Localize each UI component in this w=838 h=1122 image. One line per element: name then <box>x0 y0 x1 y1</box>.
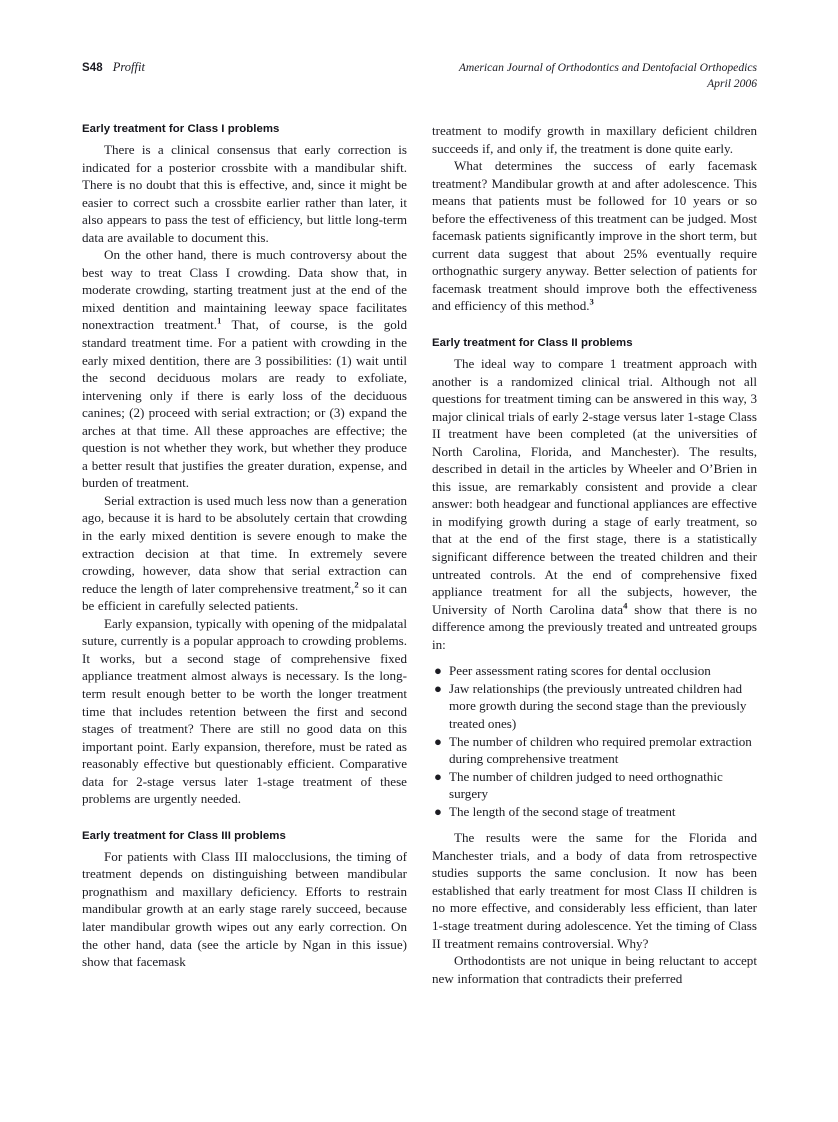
issue-date: April 2006 <box>707 76 757 90</box>
list-item-label: Jaw relationships (the previously untreated children had more growth during the second stage than the previously treated ones) <box>449 680 747 731</box>
bullet-icon: ● <box>434 733 442 749</box>
paragraph-facemask <box>432 157 757 315</box>
bullet-icon: ● <box>434 768 442 784</box>
paragraph-class-i-1: There is a clinical consensus that early correction is indicated for a posterior crossbite with a mandibular shift. There is no doubt that this is effective, and, since it might be easier to correct such a crossbite earlier rather than later, it also appears to pass the test of efficiency, but little long-term data are available to document this. <box>82 142 407 245</box>
list-item-label: The number of children judged to need orthognathic surgery <box>449 768 723 802</box>
list-item-label: The number of children who required premolar extraction during comprehensive treatment <box>449 733 752 767</box>
bullet-icon: ● <box>434 680 442 696</box>
left-column <box>82 122 407 1052</box>
journal-title: American Journal of Orthodontics and Dentofacial Orthopedics <box>458 61 757 74</box>
paragraph-text-cont: That, of course, is the gold standard treatment time. For a patient with crowding in the early mixed dentition, there are 3 possibilities: (1) wait until the second deciduous molars are ready to exfoliate, intervening only if there is early loss of the deciduous canines; (2) proceed with serial extraction; or (3) expand the arches at that time. All these approaches are effective; the question is not whether they work, but whether they produce a better result that justifies the greater duration, expense, and burden of treatment. <box>82 317 407 491</box>
paragraph-orthodontists: Orthodontists are not unique in being reluctant to accept new information that contradicts their preferred <box>432 953 757 986</box>
two-column-body <box>82 122 757 1052</box>
reference-marker-1: 1 <box>217 316 222 327</box>
list-item-label: The length of the second stage of treatment <box>449 803 676 819</box>
running-head-left <box>82 60 145 75</box>
running-head-author: Proffit <box>112 60 145 74</box>
heading-class-ii: Early treatment for Class II problems <box>432 337 633 350</box>
list-item <box>432 733 757 768</box>
findings-bullet-list <box>432 662 757 820</box>
reference-marker-4: 4 <box>623 600 628 611</box>
paragraph-class-iii-1: For patients with Class III malocclusions, the timing of treatment depends on distinguishing between mandibular prognathism and maxillary deficiency. Efforts to restrain mandibular growth at an early stage rarely succeed, because later mandibular growth wipes out any early correction. On the other hand, data (see the article by Ngan in this issue) show that facemask <box>82 848 407 970</box>
heading-class-iii: Early treatment for Class III problems <box>82 829 286 842</box>
paragraph-text: Serial extraction is used much less now than a generation ago, because it is hard to be absolutely certain that crowding in the early mixed dentition is severe enough to make the extraction decision at that time. In extremely severe crowding, however, data show that serial extraction can reduce the length of later comprehensive treatment, <box>82 492 407 596</box>
list-item <box>432 680 757 733</box>
paragraph-text: On the other hand, there is much controversy about the best way to treat Class I crowding. Data show that, in moderate crowding, starting treatment just at the end of the mixed dentition and maintaining leeway space facilitates nonextraction treatment. <box>82 247 407 333</box>
heading-class-i: Early treatment for Class I problems <box>82 123 280 135</box>
reference-marker-3: 3 <box>589 297 594 308</box>
page-folio: S48 <box>82 62 103 74</box>
list-item <box>432 803 757 821</box>
running-head <box>82 60 757 100</box>
paragraph-text-cont: so it can be efficient in carefully selected patients. <box>82 580 407 614</box>
list-item <box>432 768 757 803</box>
right-column <box>432 122 757 1052</box>
paragraph-class-ii-1 <box>432 355 757 653</box>
paragraph-results-summary: The results were the same for the Florida and Manchester trials, and a body of data from retrospective studies supports the same conclusion. It now has been established that early treatment for most Class II children is no more effective, and considerably less efficient, than later 1-stage treatment during adolescence. Yet the timing of Class II treatment remains controversial. Why? <box>432 830 757 951</box>
running-head-right <box>459 60 757 91</box>
bullet-icon: ● <box>434 663 442 679</box>
paragraph-text: The ideal way to compare 1 treatment approach with another is a randomized clinical trial. Although not all questions for treatment timing can be answered in this way, 3 major clinical trials of early 2-stage versus later 1-stage Class II treatment have been completed (at the universities of North Carolina, Florida, and Manchester). The results, described in detail in the articles by Wheeler and O’Brien in this issue, are remarkably consistent and provide a clear answer: both headgear and functional appliances are effective in modifying growth during a stage of early treatment, so that at the end of the first stage, there is a statistically significant difference between the treated children and their untreated controls. At the end of comprehensive fixed appliance treatment for all the subjects, however, the University of North Carolina data <box>432 356 757 617</box>
paragraph-text: What determines the success of early facemask treatment? Mandibular growth at and after adolescence. This means that patients must be followed for 10 years or so before the effectiveness of this treatment can be judged. Most facemask patients significantly improve in the short term, but current data suggest that about 25% eventually require orthognathic surgery anyway. Better selection of patients for facemask treatment should improve both the effectiveness and efficiency of this method. <box>432 158 757 314</box>
reference-marker-2: 2 <box>354 579 359 590</box>
list-item-label: Peer assessment rating scores for dental occlusion <box>449 663 711 679</box>
paragraph-class-i-3 <box>82 492 407 615</box>
paragraph-continued-from-left: treatment to modify growth in maxillary deficient children succeeds if, and only if, the treatment is done quite early. <box>432 123 757 156</box>
paragraph-text-cont: show that there is no difference among the previously treated and untreated groups in: <box>432 601 757 652</box>
bullet-icon: ● <box>434 803 442 819</box>
list-item <box>432 662 757 680</box>
paragraph-class-i-4: Early expansion, typically with opening of the midpalatal suture, currently is a popular approach to crowding problems. It works, but a second stage of comprehensive fixed appliance treatment almost always is necessary. Is the long-term result enough better to be worth the longer treatment time that includes retention between the first and second stages of treatment? There are still no good data on this important point. Early expansion, therefore, must be rated as reasonably effective but questionably efficient. Comparative data for 2-stage versus later 1-stage treatment of these problems are urgently needed. <box>82 615 407 807</box>
paragraph-class-i-2 <box>82 246 407 492</box>
